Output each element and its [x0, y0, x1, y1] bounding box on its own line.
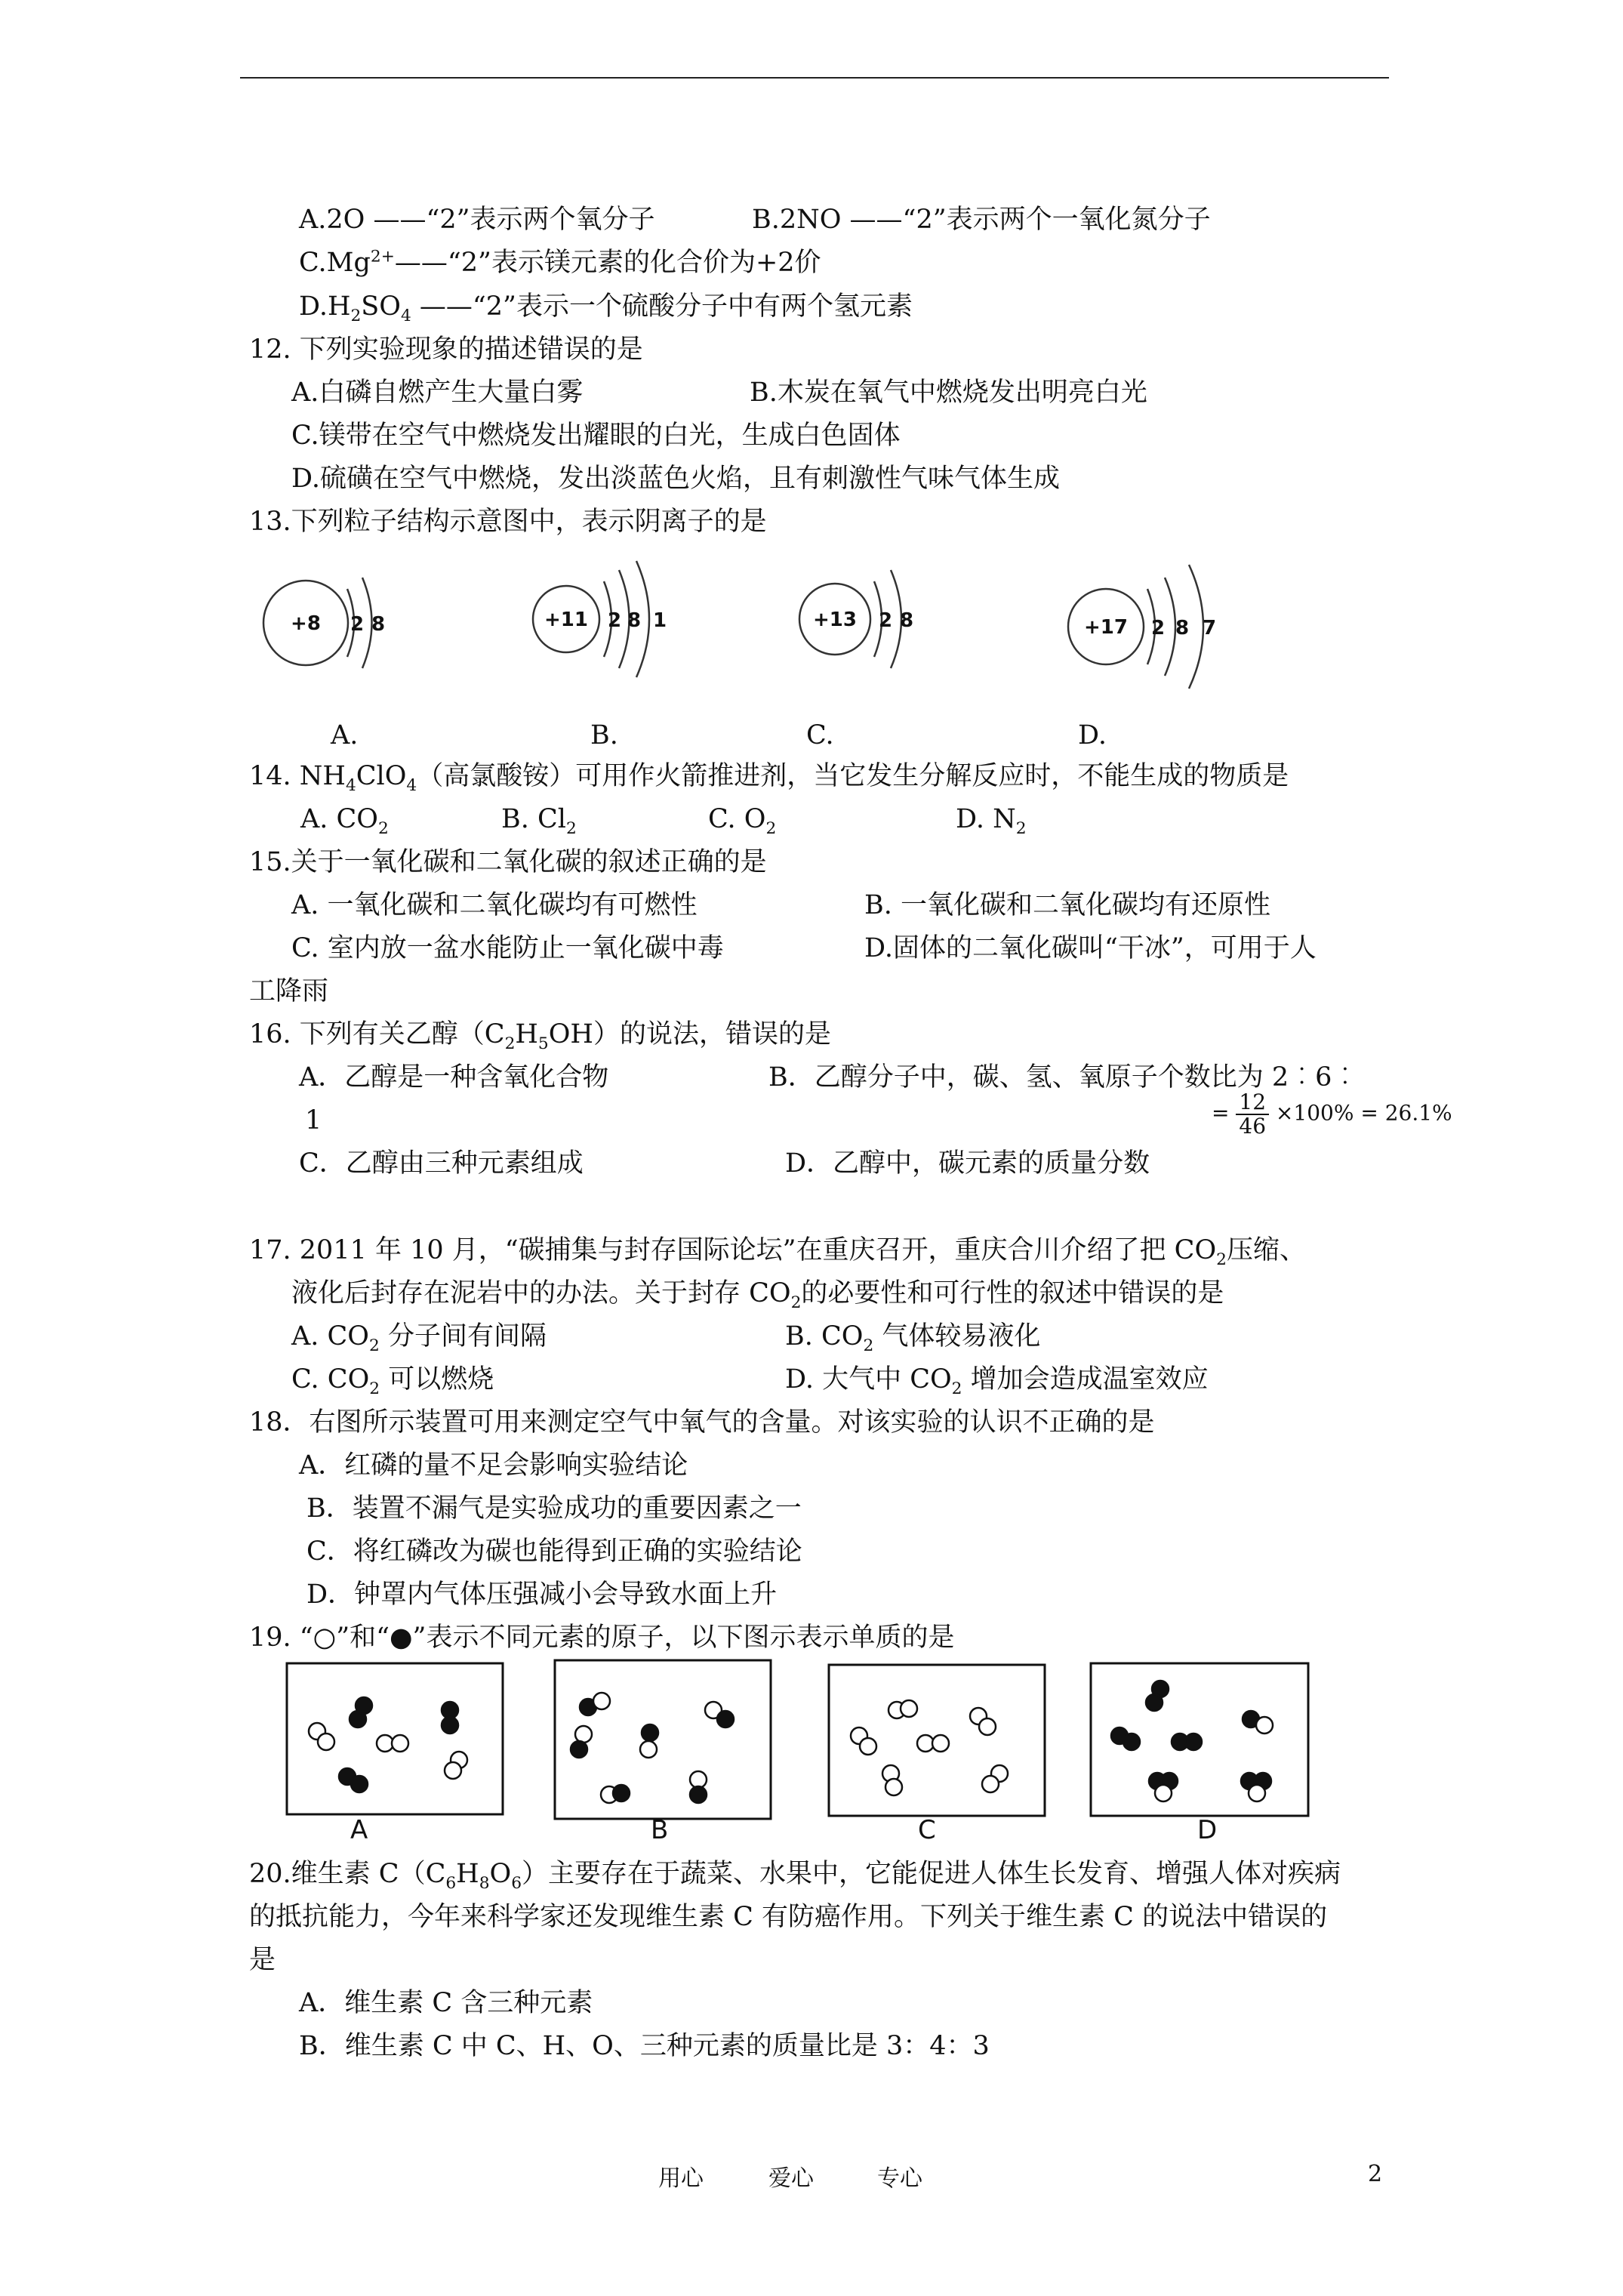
- q18-option-a: A．红磷的量不足会影响实验结论: [299, 1450, 688, 1481]
- q12-option-a: A.白磷自燃产生大量白雾: [291, 378, 584, 408]
- frac-numerator: 12: [1236, 1091, 1269, 1115]
- q16-mass-fraction-formula: = $\frac{12}{46}$ ×100% = 26.1%: [1212, 1089, 1452, 1139]
- q11-option-a: A.2O ——“2”表示两个氧分子: [299, 205, 655, 235]
- q11-option-b: B.2NO ——“2”表示两个一氧化氮分子: [752, 205, 1211, 235]
- q15-option-c: C. 室内放一盆水能防止一氧化碳中毒: [291, 933, 724, 963]
- q18-option-b: B．装置不漏气是实验成功的重要因素之一: [306, 1493, 802, 1524]
- atom-diagram-b: [533, 561, 667, 677]
- q16-option-a: A．乙醇是一种含氧化合物: [299, 1062, 609, 1093]
- page-number: 2: [1368, 2161, 1383, 2187]
- q18-stem: 18．右图所示装置可用来测定空气中氧气的含量。对该实验的认识不正确的是: [249, 1407, 1155, 1438]
- q20-option-a: A．维生素 C 含三种元素: [299, 1988, 593, 2018]
- q14-stem: 14. $NH_4ClO_4$（高氯酸铵）可用作火箭推进剂，当它发生分解反应时，不能生成的物质是: [249, 761, 1289, 795]
- q16-option-c: C．乙醇由三种元素组成: [299, 1148, 584, 1179]
- molecule-box-c: [829, 1665, 1045, 1816]
- q11-option-d: $D.H_2SO_4$ ——“2”表示一个硫酸分子中有两个氢元素: [299, 291, 913, 325]
- atom-a-shell-1: 2: [350, 613, 365, 636]
- molecule-label-c: C: [918, 1815, 936, 1845]
- q17-stem-line2: 液化后封存在泥岩中的办法。关于封存 $CO_2$的必要性和可行性的叙述中错误的是: [291, 1278, 1224, 1312]
- footer-word-3: 专心: [877, 2165, 922, 2192]
- q17-option-a: A. $CO_2$ 分子间有间隔: [291, 1321, 547, 1355]
- header-rule: [240, 77, 1389, 79]
- q14-option-a: A. $CO_2$: [300, 804, 389, 838]
- q17-stem-line1: 17. 2011 年 10 月，“碳捕集与封存国际论坛”在重庆召开，重庆合川介绍了把 $CO_2$压缩、: [249, 1235, 1306, 1269]
- atom-d-shell-3: 7: [1203, 617, 1217, 639]
- q20-option-b: B．维生素 C 中 C、H、O、三种元素的质量比是 3：4：3: [299, 2031, 990, 2061]
- q15-option-a: A. 一氧化碳和二氧化碳均有可燃性: [291, 890, 698, 920]
- molecule-box-b: [555, 1660, 771, 1819]
- atom-a-nucleus: +8: [291, 612, 321, 635]
- atom-c-nucleus: +13: [813, 609, 857, 631]
- q15-stem: 15.关于一氧化碳和二氧化碳的叙述正确的是: [249, 847, 767, 877]
- q16-option-b: B．乙醇分子中，碳、氢、氧原子个数比为 2︰6︰: [768, 1062, 1359, 1093]
- q14-option-b: B. $Cl_2$: [501, 804, 577, 838]
- q14-option-d: D. $N_2$: [956, 804, 1027, 838]
- atom-label-d: D.: [1078, 720, 1107, 750]
- atom-label-a: A.: [331, 720, 359, 750]
- atom-d-nucleus: +17: [1084, 616, 1128, 639]
- q13-stem: 13.下列粒子结构示意图中，表示阴离子的是: [249, 507, 767, 537]
- footer-word-2: 爱心: [768, 2165, 814, 2192]
- atom-b-nucleus: +11: [544, 609, 588, 631]
- molecule-label-b: B: [651, 1815, 669, 1845]
- atom-d-shell-2: 8: [1175, 617, 1190, 639]
- molecule-box-a: [287, 1663, 503, 1814]
- atom-label-b: B.: [590, 720, 618, 750]
- molecule-label-d: D: [1197, 1815, 1218, 1845]
- q15-option-d-cont: 工降雨: [249, 976, 329, 1006]
- atom-b-shell-3: 1: [653, 609, 667, 632]
- atom-diagram-d: [1068, 565, 1216, 689]
- q12-option-c: C.镁带在空气中燃烧发出耀眼的白光，生成白色固体: [291, 421, 901, 451]
- atom-diagram-c: [799, 570, 913, 668]
- q16-option-d: D．乙醇中，碳元素的质量分数: [785, 1148, 1150, 1179]
- q17-option-c: C. $CO_2$ 可以燃烧: [291, 1364, 494, 1398]
- atom-d-shell-1: 2: [1151, 617, 1166, 639]
- atom-diagram-a: [263, 578, 385, 668]
- q17-option-b: B. $CO_2$ 气体较易液化: [785, 1321, 1041, 1355]
- q11-option-c: $C.Mg^{2+}——“2$”表示镁元素的化合价为+2价: [299, 247, 821, 278]
- atom-structure-diagrams: [257, 544, 1268, 702]
- q20-stem-line3: 是: [249, 1945, 276, 1975]
- q16-stem: 16. 下列有关乙醇$(C_2H_5OH)$的说法，错误的是: [249, 1019, 831, 1053]
- atom-c-shell-2: 8: [900, 609, 914, 632]
- molecule-diagrams: [279, 1657, 1321, 1861]
- frac-denominator: 46: [1239, 1114, 1267, 1139]
- footer-word-1: 用心: [658, 2165, 704, 2192]
- q18-option-d: D．钟罩内气体压强减小会导致水面上升: [306, 1579, 778, 1610]
- atom-a-shell-2: 8: [371, 613, 386, 636]
- q12-option-b: B.木炭在氧气中燃烧发出明亮白光: [750, 378, 1147, 408]
- molecule-label-a: A: [350, 1815, 368, 1845]
- atom-c-shell-1: 2: [879, 609, 893, 632]
- q18-option-c: C．将红磷改为碳也能得到正确的实验结论: [306, 1536, 802, 1567]
- molecule-box-d: [1091, 1663, 1308, 1816]
- q19-stem: 19. “○”和“●”表示不同元素的原子，以下图示表示单质的是: [249, 1623, 955, 1653]
- q20-stem-line2: 的抵抗能力，今年来科学家还发现维生素 C 有防癌作用。下列关于维生素 C 的说法中错误的: [249, 1902, 1328, 1932]
- q12-stem: 12. 下列实验现象的描述错误的是: [249, 334, 643, 365]
- q12-option-d: D.硫磺在空气中燃烧，发出淡蓝色火焰，且有刺激性气味气体生成: [291, 464, 1060, 494]
- q15-option-b: B. 一氧化碳和二氧化碳均有还原性: [864, 890, 1270, 920]
- atom-label-c: C.: [806, 720, 834, 750]
- q17-option-d: D. 大气中 $CO_2$ 增加会造成温室效应: [785, 1364, 1209, 1398]
- q14-option-c: C. $O_2$: [708, 804, 777, 838]
- atom-b-shell-2: 8: [627, 609, 642, 632]
- q20-stem-line1: 20.维生素 $C(C_6H_8O_6)$主要存在于蔬菜、水果中，它能促进人体生长发育、增强人体对疾病: [249, 1859, 1341, 1893]
- atom-b-shell-1: 2: [608, 609, 622, 632]
- q16-option-b-cont: 1: [305, 1105, 322, 1136]
- q15-option-d: D.固体的二氧化碳叫“干冰”，可用于人: [864, 933, 1317, 963]
